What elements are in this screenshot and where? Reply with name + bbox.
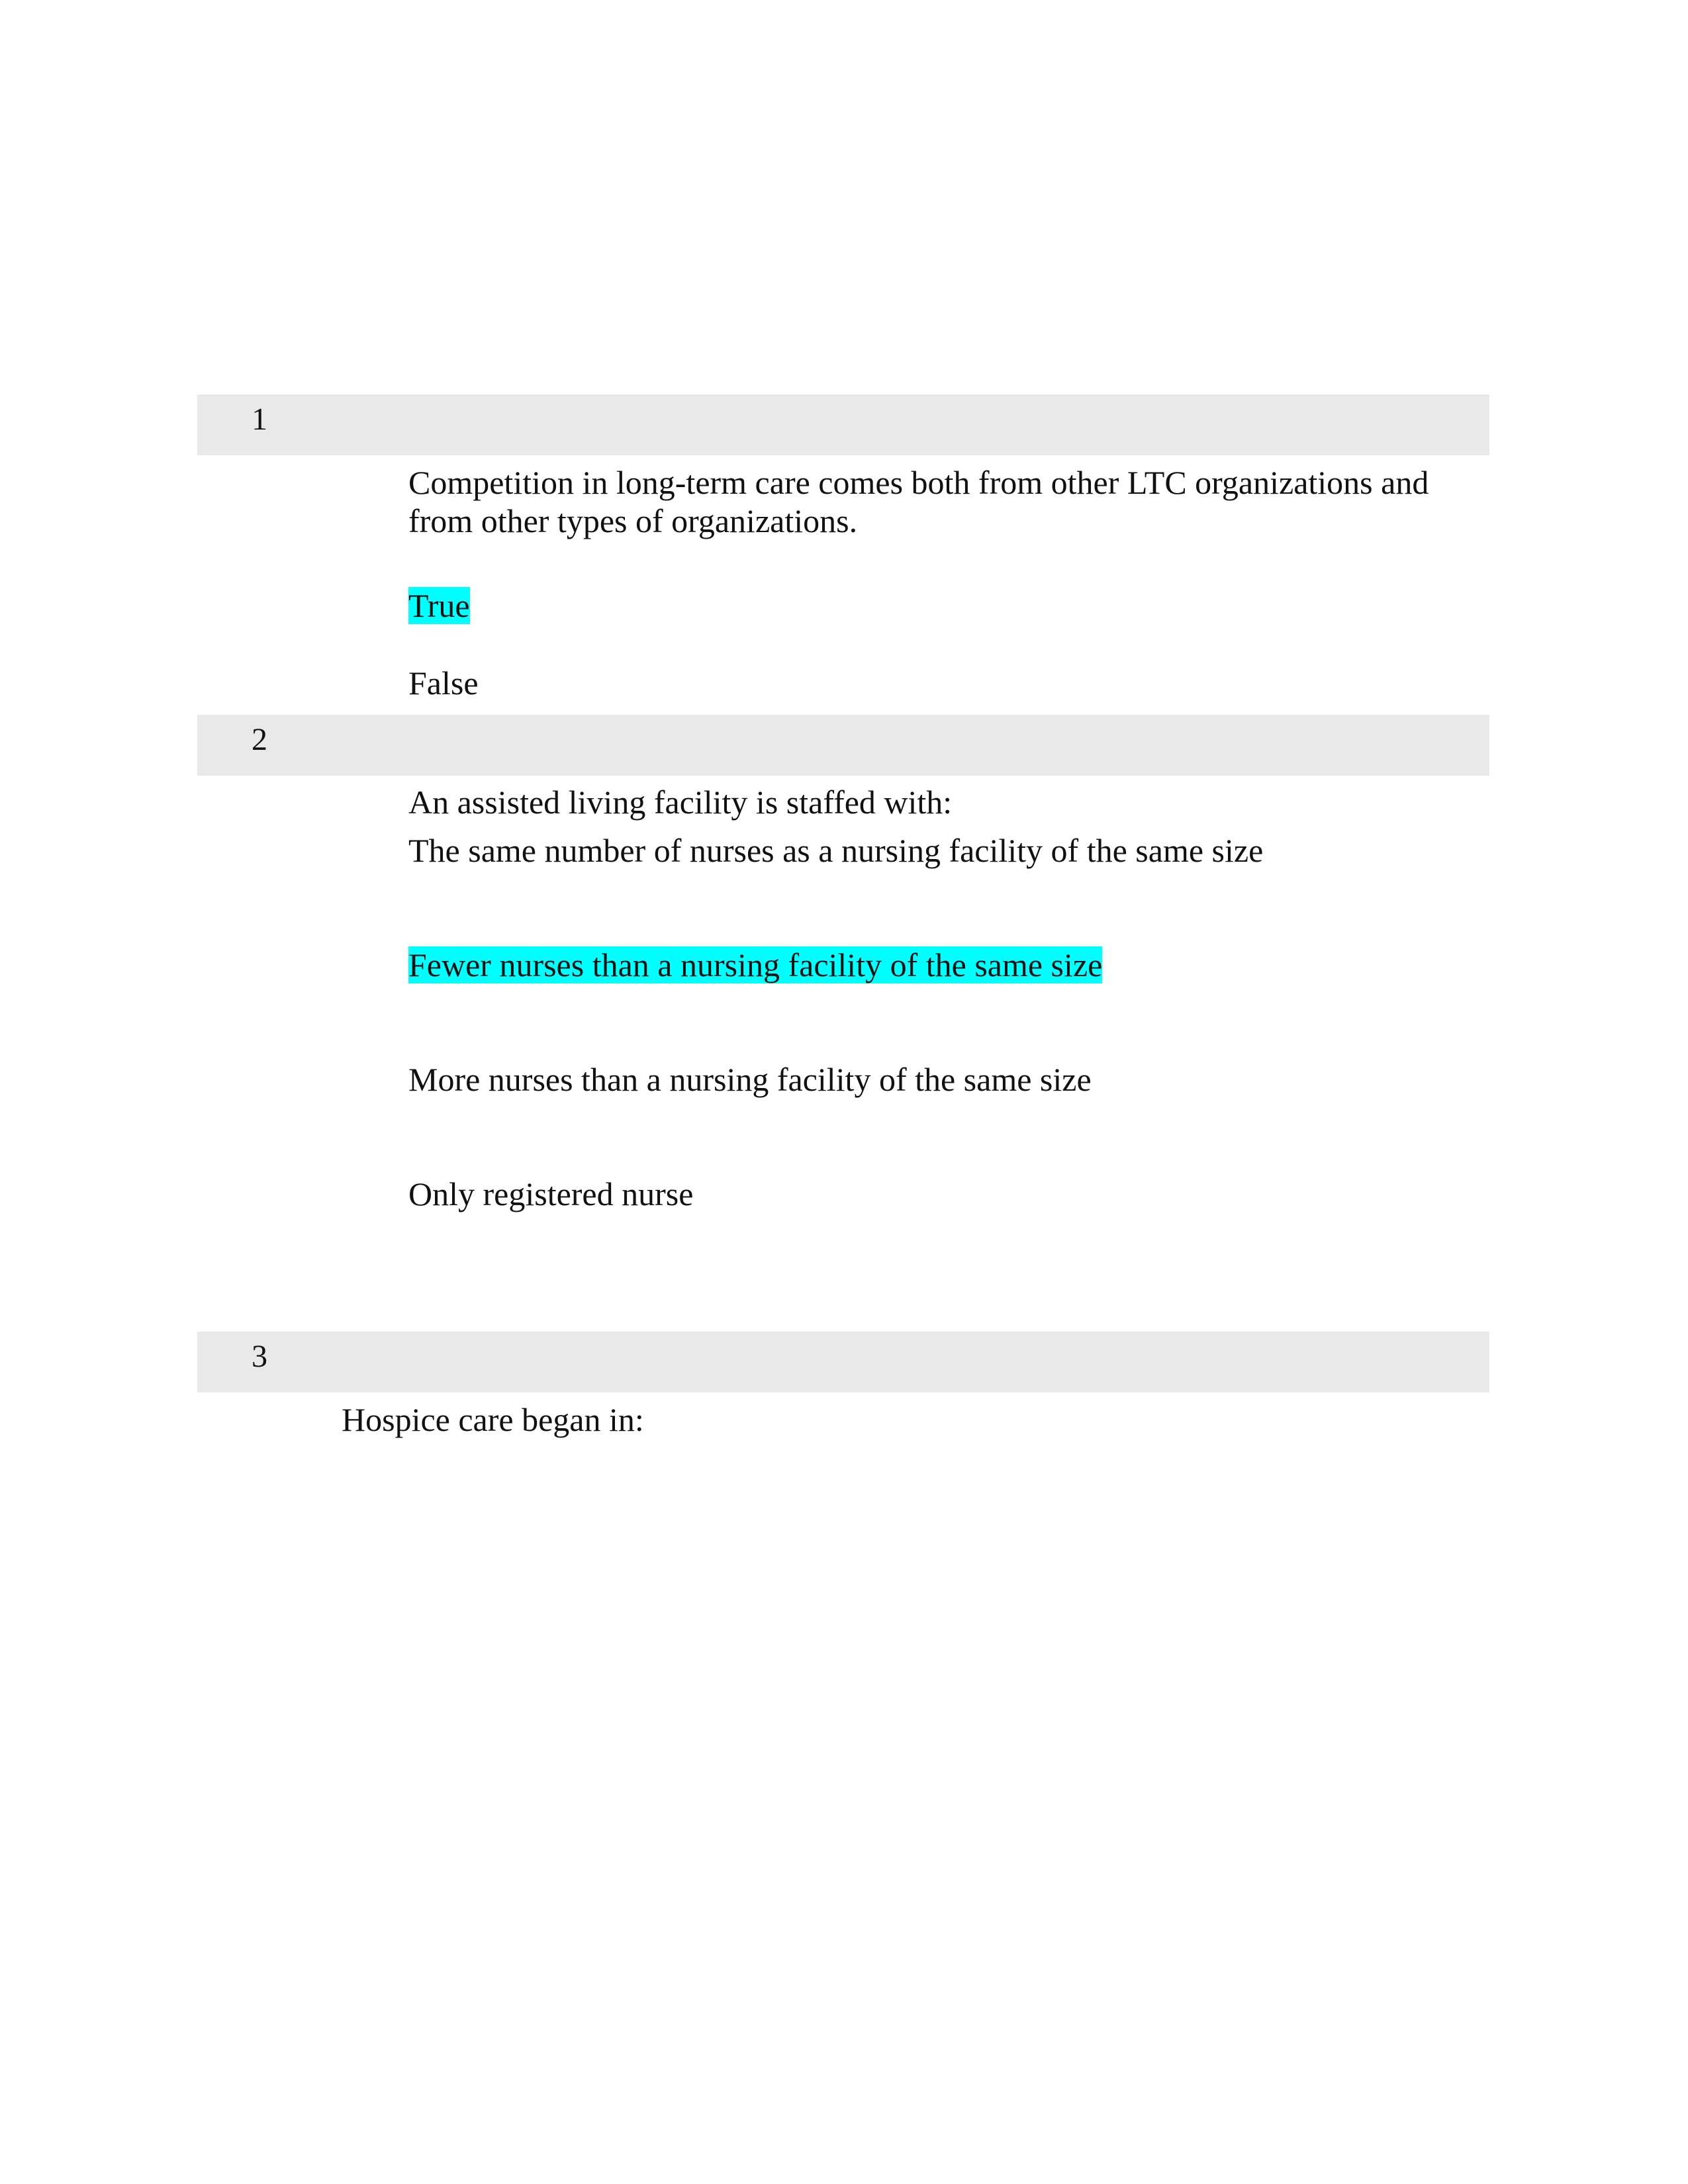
question-number: 1 [252,402,267,437]
question-3-header [197,1332,1489,1392]
question-2-option-a[interactable]: The same number of nurses as a nursing facility of the same size [408,832,1264,869]
question-1-option-false[interactable]: False [408,664,479,702]
question-number: 3 [252,1339,267,1374]
question-2-option-b[interactable] [408,946,1102,984]
question-2-header [197,715,1489,776]
question-2-prompt: An assisted living facility is staffed with: [408,784,953,821]
question-3-prompt: Hospice care began in: [342,1401,644,1438]
question-1-header [197,394,1489,455]
question-1-prompt: Competition in long-term care comes both from other LTC organizations and from other types of organizations. [408,464,1429,539]
answer-highlight: Fewer nurses than a nursing facility of the same size [408,946,1103,983]
answer-highlight: True [408,587,470,624]
question-number: 2 [252,722,267,757]
question-2-option-c[interactable]: More nurses than a nursing facility of the same size [408,1061,1092,1098]
question-2-option-d[interactable]: Only registered nurse [408,1175,694,1212]
question-1-option-true[interactable] [408,586,470,625]
